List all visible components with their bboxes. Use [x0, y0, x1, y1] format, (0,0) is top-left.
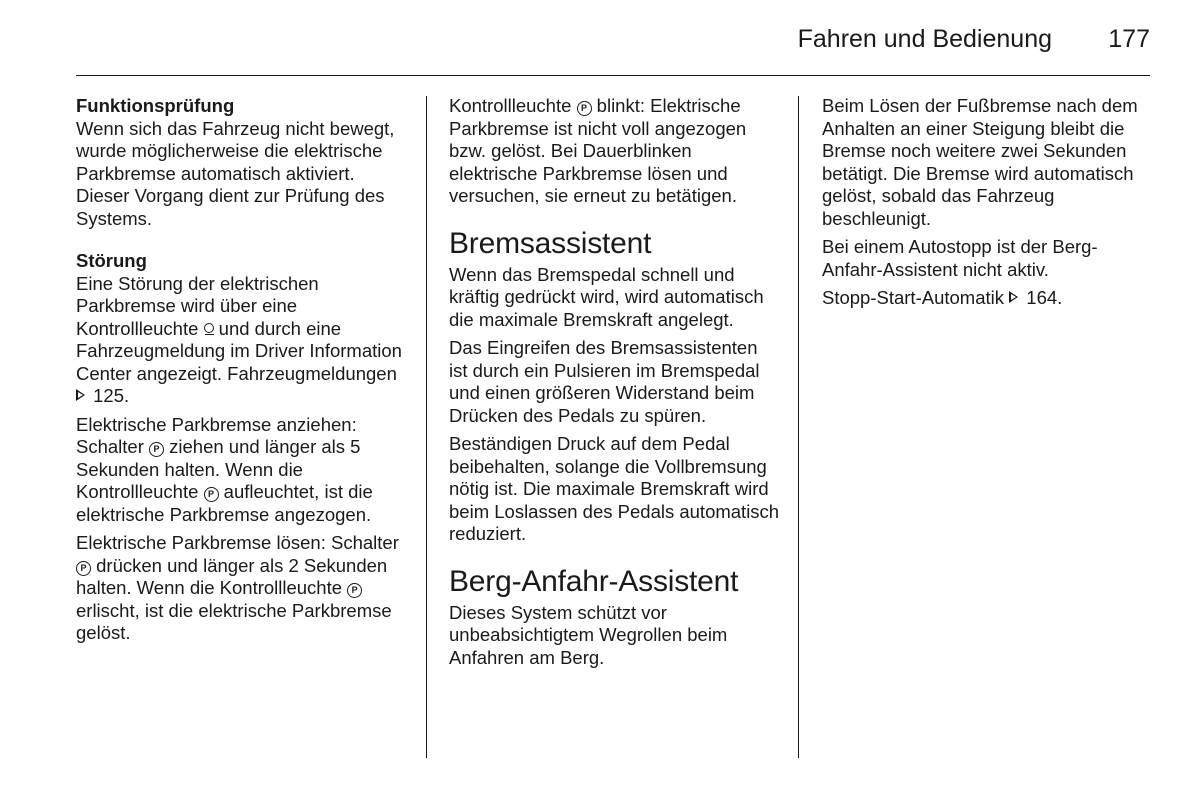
parking-brake-p-icon: P [577, 101, 592, 116]
loesen-text-c: erlischt, ist die elektrische Parkbremse gelöst. [76, 599, 392, 643]
stoerung-text-b: und durch eine Fahrzeugmeldung im Driver Information Center angezeigt. Fahrzeugmeldungen [76, 317, 402, 384]
funktionspruefung-paragraph [76, 95, 411, 230]
stoerung-heading: Störung [76, 250, 147, 271]
column-1 [76, 95, 411, 651]
berg-anfahr-assistent-paragraph: Dieses System schützt vor unbeabsichtigtem Wegrollen beim Anfahren am Berg. [449, 601, 728, 668]
loesen-text-a: Elektrische Parkbremse lösen: Schalter [76, 532, 399, 553]
funktionspruefung-text: Wenn sich das Fahrzeug nicht bewegt, wurde möglicherweise die elektrische Parkbremse automatisch aktiviert. Dieser Vorgang dient zur Prüfung des Systems. [76, 117, 395, 229]
brake-warning-icon [204, 323, 214, 335]
parking-brake-p-icon: P [76, 561, 91, 576]
stoerung-paragraph [76, 250, 411, 408]
bremsassistent-paragraph-2: Das Eingreifen des Bremsassistenten ist durch ein Pulsieren im Bremspedal und einen größeren Widerstand beim Drücken des Pedals zu spüren. [449, 337, 760, 426]
blinkt-paragraph [449, 95, 781, 208]
loesen-paragraph [76, 532, 411, 645]
column-3 [822, 95, 1152, 316]
berg-anfahr-assistent-heading: Berg-Anfahr-Assistent [449, 564, 739, 598]
column-divider-1 [426, 96, 427, 758]
stopp-start-paragraph [822, 287, 1152, 310]
section-title: Fahren und Bedienung [797, 25, 1052, 53]
anziehen-text-b: ziehen und länger als 5 Sekunden halten. Wenn die Kontrollleuchte [76, 436, 361, 502]
bremsassistent-paragraph-3: Beständigen Druck auf dem Pedal beibehalten, solange die Vollbremsung nötig ist. Die maximale Bremskraft wird beim Loslassen des Pedals automatisch reduziert. [449, 433, 780, 544]
fussbremse-paragraph: Beim Lösen der Fußbremse nach dem Anhalten an einer Steigung bleibt die Bremse noch weitere zwei Sekunden betätigt. Die Bremse wird automatisch gelöst, sobald das Fahrzeug beschleunigt. [822, 95, 1138, 229]
bremsassistent-heading: Bremsassistent [449, 226, 652, 260]
column-divider-2 [798, 96, 799, 758]
reference-arrow-icon [1009, 291, 1018, 303]
parking-brake-p-icon: P [347, 583, 362, 598]
anziehen-text-c: aufleuchtet, ist die elektrische Parkbremse angezogen. [76, 481, 373, 525]
reference-arrow-icon [76, 389, 85, 401]
autostopp-paragraph: Bei einem Autostopp ist der Berg-Anfahr-Assistent nicht aktiv. [822, 236, 1098, 280]
bremsassistent-paragraph-1: Wenn das Bremspedal schnell und kräftig gedrückt wird, wird automatisch die maximale Bremskraft angelegt. [449, 263, 764, 330]
stopp-start-page-ref[interactable]: 164. [1026, 287, 1063, 308]
anziehen-paragraph [76, 414, 411, 527]
stoerung-text-a: Eine Störung der elektrischen Parkbremse wird über eine Kontrollleuchte [76, 272, 319, 339]
parking-brake-p-icon: P [149, 442, 164, 457]
stopp-start-text: Stopp-Start-Automatik [822, 287, 1004, 308]
anziehen-text-a: Elektrische Parkbremse anziehen: Schalter [76, 413, 357, 457]
funktionspruefung-heading: Funktionsprüfung [76, 95, 235, 116]
stoerung-page-ref[interactable]: 125. [93, 385, 130, 406]
blinkt-text-a: Kontrollleuchte [449, 95, 572, 116]
page-number: 177 [1108, 25, 1150, 53]
header-rule [76, 75, 1150, 76]
blinkt-text-b: blinkt: Elektrische Parkbremse ist nicht voll angezogen bzw. gelöst. Bei Dauerblinken elektrische Parkbremse lösen und versuchen, sie erneut zu betätigen. [449, 95, 747, 206]
parking-brake-p-icon: P [204, 487, 219, 502]
column-2 [449, 95, 781, 675]
loesen-text-b: drücken und länger als 2 Sekunden halten. Wenn die Kontrollleuchte [76, 554, 388, 598]
